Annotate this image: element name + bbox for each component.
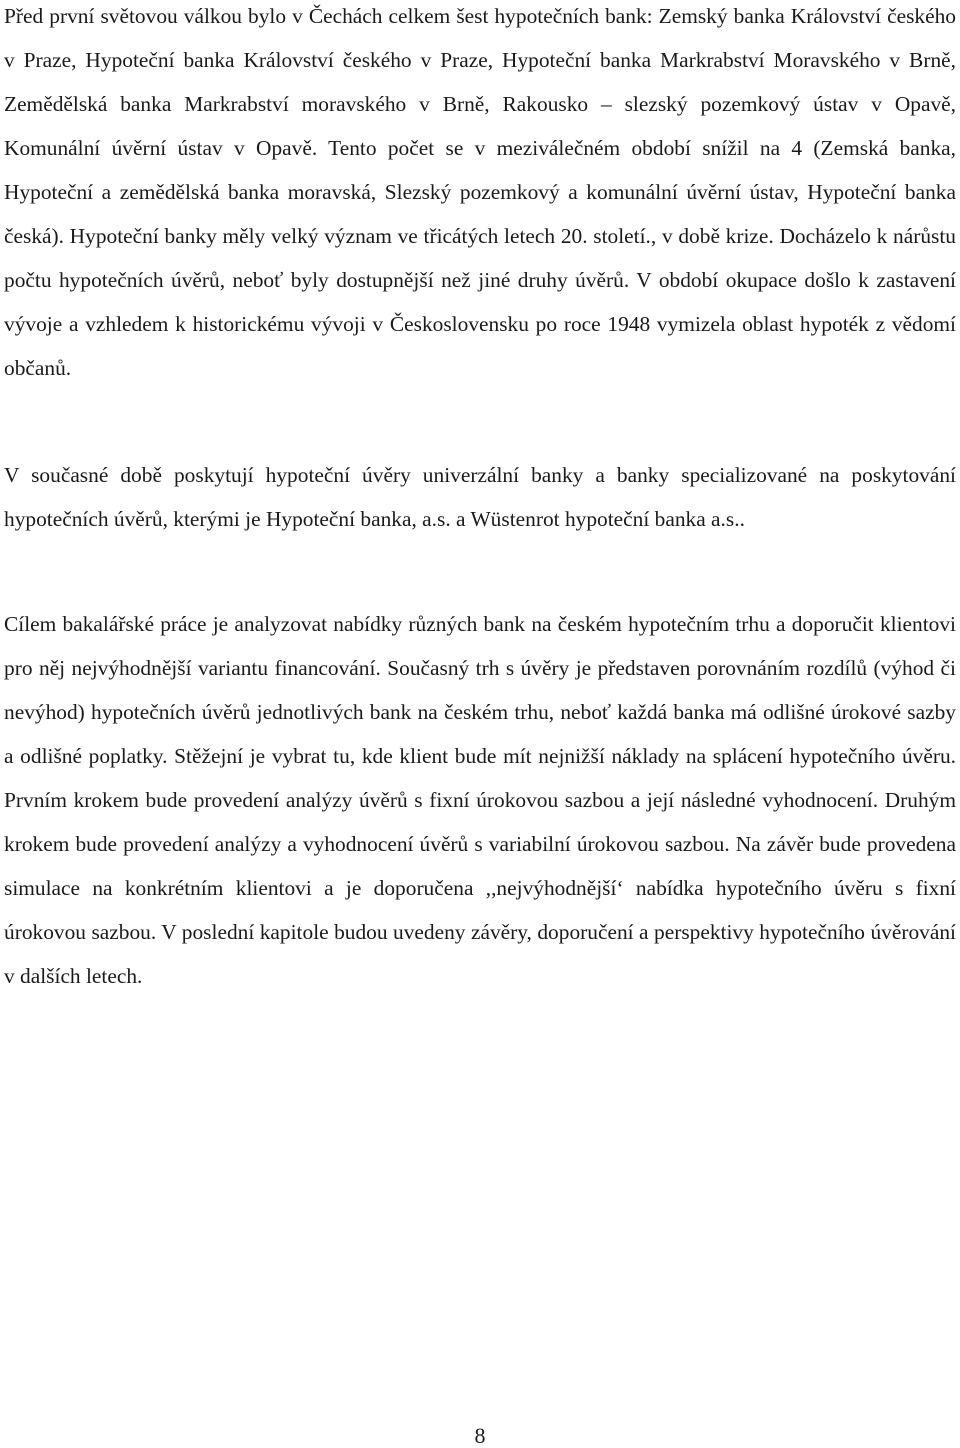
- page-number: 8: [474, 1423, 486, 1448]
- paragraph-thesis-goal: Cílem bakalářské práce je analyzovat nabídky různých bank na českém hypotečním trhu a doporučit klientovi pro něj nejvýhodnější variantu financování. Současný trh s úvěry je představen porovnáním rozdílů (výhod či nevýhod) hypotečních úvěrů jednotlivých bank na českém trhu, neboť každá banka má odlišné úrokové sazby a odlišné poplatky. Stěžejní je vybrat tu, kde klient bude mít nejnižší náklady na splácení hypotečního úvěru. Prvním krokem bude provedení analýzy úvěrů s fixní úrokovou sazbou a její následné vyhodnocení. Druhým krokem bude provedení analýzy a vyhodnocení úvěrů s variabilní úrokovou sazbou. Na závěr bude provedena simulace na konkrétním klientovi a je doporučena ,,nejvýhodnější‘ nabídka hypotečního úvěru s fixní úrokovou sazbou. V poslední kapitole budou uvedeny závěry, doporučení a perspektivy hypotečního úvěrování v dalších letech.: [4, 612, 956, 988]
- paragraph-current-banks: V současné době poskytují hypoteční úvěry univerzální banky a banky specializované na poskytování hypotečních úvěrů, kterými je Hypoteční banka, a.s. a Wüstenrot hypoteční banka a.s..: [4, 463, 956, 531]
- paragraph-history: Před první světovou válkou bylo v Čechách celkem šest hypotečních bank: Zemský banka Království českého v Praze, Hypoteční banka Království českého v Praze, Hypoteční banka Markrabství Moravského v Brně, Zemědělská banka Markrabství moravského v Brně, Rakousko – slezský pozemkový ústav v Opavě, Komunální úvěrní ústav v Opavě. Tento počet se v meziválečném období snížil na 4 (Zemská banka, Hypoteční a zemědělská banka moravská, Slezský pozemkový a komunální úvěrní ústav, Hypoteční banka česká). Hypoteční banky měly velký význam ve třicátých letech 20. století., v době krize. Docházelo k nárůstu počtu hypotečních úvěrů, neboť byly dostupnější než jiné druhy úvěrů. V období okupace došlo k zastavení vývoje a vzhledem k historickému vývoji v Československu po roce 1948 vymizela oblast hypoték z vědomí občanů.: [4, 4, 956, 380]
